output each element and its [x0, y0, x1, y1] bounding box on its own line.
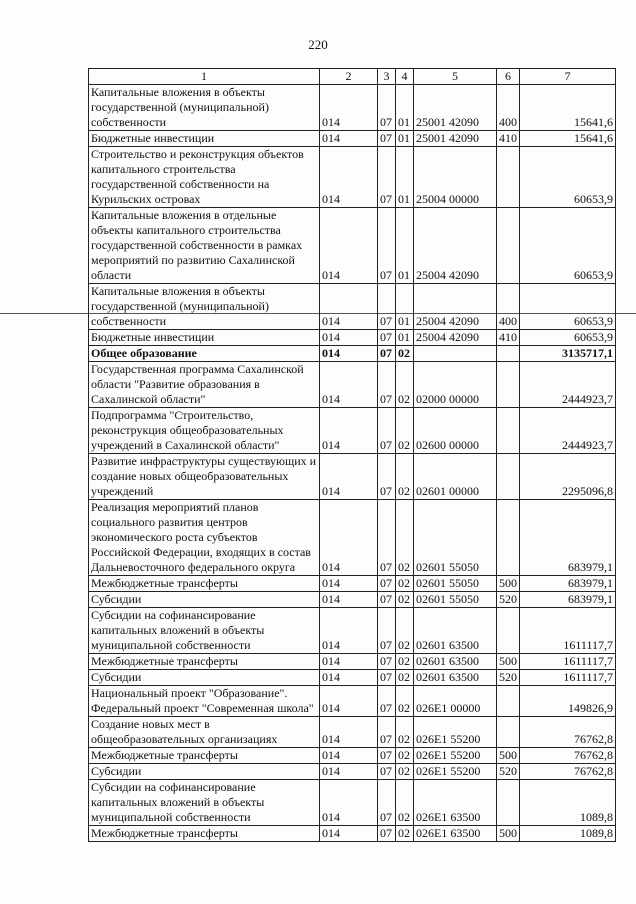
row-type-code: 400 — [497, 284, 520, 330]
row-subsection-code: 02 — [396, 764, 414, 780]
row-target-code: 02601 63500 — [414, 670, 497, 686]
row-type-code — [497, 717, 520, 748]
row-name: Капитальные вложения в объекты государственной (муниципальной) собственности — [89, 85, 320, 131]
budget-table — [88, 68, 616, 842]
row-subsection-code: 02 — [396, 608, 414, 654]
row-sum: 76762,8 — [520, 717, 616, 748]
row-type-code — [497, 454, 520, 500]
row-name: Капитальные вложения в отдельные объекты капитального строительства государственной собственности в рамках мероприятий по развитию Сахалинской области — [89, 208, 320, 284]
row-subsection-code: 01 — [396, 147, 414, 208]
row-ministry-code: 014 — [320, 408, 378, 454]
row-type-code: 500 — [497, 748, 520, 764]
row-target-code: 25004 42090 — [414, 208, 497, 284]
header-row — [89, 69, 616, 85]
header-col-sum: 7 — [520, 69, 616, 85]
row-type-code — [497, 686, 520, 717]
row-target-code: 02601 63500 — [414, 654, 497, 670]
row-ministry-code: 014 — [320, 592, 378, 608]
table-row — [89, 408, 616, 454]
row-section-code: 07 — [378, 147, 396, 208]
row-subsection-code: 02 — [396, 592, 414, 608]
row-section-code: 07 — [378, 748, 396, 764]
row-section-code: 07 — [378, 780, 396, 826]
row-subsection-code: 02 — [396, 500, 414, 576]
row-type-code — [497, 780, 520, 826]
row-name: Субсидии на софинансирование капитальных вложений в объекты муниципальной собственности — [89, 780, 320, 826]
row-ministry-code: 014 — [320, 500, 378, 576]
row-target-code: 026E1 00000 — [414, 686, 497, 717]
row-sum: 1611117,7 — [520, 670, 616, 686]
row-ministry-code: 014 — [320, 362, 378, 408]
header-col-section: 3 — [378, 69, 396, 85]
row-target-code: 026E1 63500 — [414, 826, 497, 842]
table-row — [89, 592, 616, 608]
row-type-code — [497, 408, 520, 454]
table-row — [89, 654, 616, 670]
header-col-name: 1 — [89, 69, 320, 85]
row-subsection-code: 02 — [396, 654, 414, 670]
row-target-code: 25004 00000 — [414, 147, 497, 208]
row-name: Строительство и реконструкция объектов капитального строительства государственной собственности на Курильских островах — [89, 147, 320, 208]
row-section-code: 07 — [378, 654, 396, 670]
row-ministry-code: 014 — [320, 208, 378, 284]
row-ministry-code: 014 — [320, 748, 378, 764]
row-sum: 76762,8 — [520, 764, 616, 780]
row-name: Национальный проект "Образование". Федеральный проект "Современная школа" — [89, 686, 320, 717]
header-col-type: 6 — [497, 69, 520, 85]
row-sum: 683979,1 — [520, 500, 616, 576]
row-ministry-code: 014 — [320, 670, 378, 686]
row-ministry-code: 014 — [320, 764, 378, 780]
table-row — [89, 608, 616, 654]
row-sum: 1611117,7 — [520, 654, 616, 670]
row-subsection-code: 02 — [396, 686, 414, 717]
row-sum: 1611117,7 — [520, 608, 616, 654]
row-sum: 15641,6 — [520, 85, 616, 131]
row-section-code: 07 — [378, 670, 396, 686]
row-type-code — [497, 346, 520, 362]
row-sum: 60653,9 — [520, 284, 616, 330]
row-name: Межбюджетные трансферты — [89, 576, 320, 592]
row-subsection-code: 02 — [396, 408, 414, 454]
row-subsection-code: 01 — [396, 131, 414, 147]
table-row — [89, 284, 616, 330]
row-name: Межбюджетные трансферты — [89, 826, 320, 842]
table-row — [89, 686, 616, 717]
row-ministry-code: 014 — [320, 717, 378, 748]
row-ministry-code: 014 — [320, 284, 378, 330]
row-subsection-code: 02 — [396, 717, 414, 748]
row-section-code: 07 — [378, 408, 396, 454]
row-subsection-code: 02 — [396, 362, 414, 408]
row-name: Государственная программа Сахалинской области "Развитие образования в Сахалинской области" — [89, 362, 320, 408]
row-section-code: 07 — [378, 346, 396, 362]
row-sum: 2444923,7 — [520, 362, 616, 408]
row-section-code: 07 — [378, 717, 396, 748]
row-section-code: 07 — [378, 362, 396, 408]
row-section-code: 07 — [378, 131, 396, 147]
row-sum: 149826,9 — [520, 686, 616, 717]
row-target-code — [414, 346, 497, 362]
row-name: Создание новых мест в общеобразовательных организациях — [89, 717, 320, 748]
table-row — [89, 826, 616, 842]
row-sum: 683979,1 — [520, 592, 616, 608]
row-target-code: 02601 55050 — [414, 576, 497, 592]
table-row — [89, 500, 616, 576]
row-name: Субсидии — [89, 592, 320, 608]
row-ministry-code: 014 — [320, 131, 378, 147]
row-subsection-code: 01 — [396, 330, 414, 346]
row-subsection-code: 02 — [396, 346, 414, 362]
header-col-subsection: 4 — [396, 69, 414, 85]
row-target-code: 02601 00000 — [414, 454, 497, 500]
row-sum: 2444923,7 — [520, 408, 616, 454]
row-name: Капитальные вложения в объекты государственной (муниципальной) собственности — [89, 284, 320, 330]
row-target-code: 25001 42090 — [414, 131, 497, 147]
row-subsection-code: 02 — [396, 748, 414, 764]
row-type-code: 520 — [497, 592, 520, 608]
row-type-code: 500 — [497, 826, 520, 842]
row-section-code: 07 — [378, 85, 396, 131]
row-target-code: 026E1 55200 — [414, 764, 497, 780]
row-subsection-code: 02 — [396, 826, 414, 842]
row-type-code: 520 — [497, 764, 520, 780]
row-ministry-code: 014 — [320, 780, 378, 826]
row-ministry-code: 014 — [320, 686, 378, 717]
row-type-code — [497, 500, 520, 576]
row-target-code: 026E1 63500 — [414, 780, 497, 826]
header-col-target: 5 — [414, 69, 497, 85]
table-row — [89, 131, 616, 147]
row-target-code: 026E1 55200 — [414, 717, 497, 748]
row-section-code: 07 — [378, 208, 396, 284]
row-type-code — [497, 608, 520, 654]
row-ministry-code: 014 — [320, 576, 378, 592]
row-target-code: 25004 42090 — [414, 330, 497, 346]
row-section-code: 07 — [378, 608, 396, 654]
row-subsection-code: 02 — [396, 780, 414, 826]
row-sum: 60653,9 — [520, 330, 616, 346]
row-type-code: 500 — [497, 576, 520, 592]
page-number: 220 — [308, 37, 328, 52]
table-row — [89, 576, 616, 592]
row-ministry-code: 014 — [320, 346, 378, 362]
row-target-code: 02601 55050 — [414, 592, 497, 608]
row-sum: 683979,1 — [520, 576, 616, 592]
row-sum: 15641,6 — [520, 131, 616, 147]
row-section-code: 07 — [378, 454, 396, 500]
row-name: Реализация мероприятий планов социального развития центров экономического роста субъектов Российской Федерации, входящих в состав Дальневосточного федерального округа — [89, 500, 320, 576]
row-type-code: 500 — [497, 654, 520, 670]
row-target-code: 02600 00000 — [414, 408, 497, 454]
table-row — [89, 147, 616, 208]
row-ministry-code: 014 — [320, 608, 378, 654]
row-name: Бюджетные инвестиции — [89, 131, 320, 147]
table-row — [89, 454, 616, 500]
row-type-code: 410 — [497, 131, 520, 147]
row-name: Развитие инфраструктуры существующих и создание новых общеобразовательных учреждений — [89, 454, 320, 500]
row-section-code: 07 — [378, 500, 396, 576]
row-ministry-code: 014 — [320, 454, 378, 500]
row-type-code — [497, 362, 520, 408]
row-type-code: 410 — [497, 330, 520, 346]
row-section-code: 07 — [378, 686, 396, 717]
row-sum: 3135717,1 — [520, 346, 616, 362]
row-name: Субсидии — [89, 764, 320, 780]
row-name: Субсидии — [89, 670, 320, 686]
table-row — [89, 330, 616, 346]
row-name: Межбюджетные трансферты — [89, 748, 320, 764]
table-row — [89, 85, 616, 131]
row-subsection-code: 01 — [396, 208, 414, 284]
table-row — [89, 208, 616, 284]
table-row — [89, 780, 616, 826]
row-ministry-code: 014 — [320, 826, 378, 842]
row-type-code — [497, 208, 520, 284]
row-section-code: 07 — [378, 826, 396, 842]
row-subsection-code: 01 — [396, 85, 414, 131]
row-name: Общее образование — [89, 346, 320, 362]
table-row — [89, 362, 616, 408]
row-sum: 60653,9 — [520, 147, 616, 208]
row-target-code: 02601 63500 — [414, 608, 497, 654]
row-subsection-code: 02 — [396, 454, 414, 500]
table-row — [89, 717, 616, 748]
table-row — [89, 670, 616, 686]
row-subsection-code: 02 — [396, 670, 414, 686]
table-row — [89, 748, 616, 764]
row-target-code: 02601 55050 — [414, 500, 497, 576]
row-name: Субсидии на софинансирование капитальных вложений в объекты муниципальной собственности — [89, 608, 320, 654]
row-section-code: 07 — [378, 592, 396, 608]
row-sum: 60653,9 — [520, 208, 616, 284]
row-ministry-code: 014 — [320, 654, 378, 670]
row-section-code: 07 — [378, 330, 396, 346]
table-row — [89, 764, 616, 780]
row-ministry-code: 014 — [320, 85, 378, 131]
row-name: Бюджетные инвестиции — [89, 330, 320, 346]
row-sum: 1089,8 — [520, 780, 616, 826]
row-sum: 2295096,8 — [520, 454, 616, 500]
row-target-code: 25001 42090 — [414, 85, 497, 131]
row-subsection-code: 01 — [396, 284, 414, 330]
header-col-ministry: 2 — [320, 69, 378, 85]
row-target-code: 02000 00000 — [414, 362, 497, 408]
row-section-code: 07 — [378, 284, 396, 330]
row-section-code: 07 — [378, 764, 396, 780]
row-subsection-code: 02 — [396, 576, 414, 592]
row-target-code: 25004 42090 — [414, 284, 497, 330]
table-row — [89, 346, 616, 362]
row-target-code: 026E1 55200 — [414, 748, 497, 764]
row-type-code: 400 — [497, 85, 520, 131]
row-type-code: 520 — [497, 670, 520, 686]
row-type-code — [497, 147, 520, 208]
row-name: Подпрограмма "Строительство, реконструкция общеобразовательных учреждений в Сахалинской области" — [89, 408, 320, 454]
row-ministry-code: 014 — [320, 330, 378, 346]
row-name: Межбюджетные трансферты — [89, 654, 320, 670]
row-section-code: 07 — [378, 576, 396, 592]
row-ministry-code: 014 — [320, 147, 378, 208]
row-sum: 1089,8 — [520, 826, 616, 842]
row-sum: 76762,8 — [520, 748, 616, 764]
